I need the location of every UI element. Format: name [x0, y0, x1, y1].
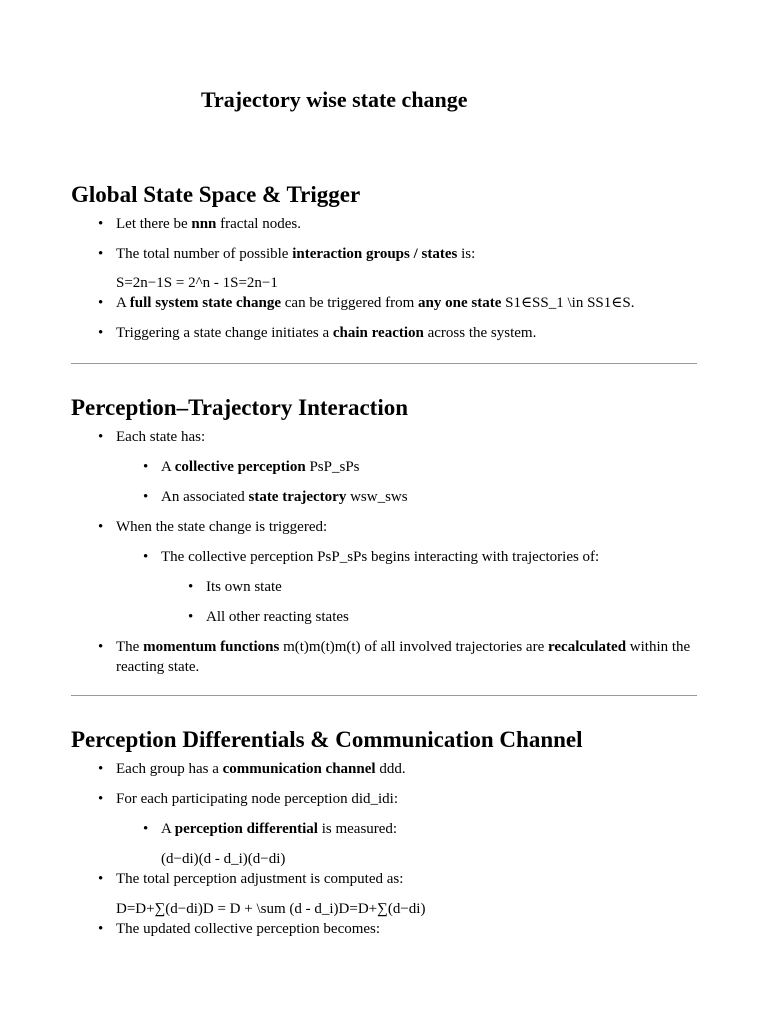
sub-bullet-list: [116, 547, 697, 627]
list-item: • An associated state trajectory wsw_sws: [161, 487, 697, 507]
bullet-list: [71, 427, 697, 677]
list-item: • For each participating node perception did_idi: • A perception differential is measured: (d−di)(d - d_i)(d−di): [116, 789, 697, 869]
section-perception-trajectory: [71, 393, 697, 677]
section-heading: Perception Differentials & Communication Channel: [71, 727, 583, 752]
sub-bullet-list: [116, 819, 697, 869]
document-title: Trajectory wise state change: [201, 87, 468, 112]
list-item: • All other reacting states: [206, 607, 697, 627]
list-item: • The momentum functions m(t)m(t)m(t) of all involved trajectories are recalculated within the reacting state.: [116, 637, 697, 677]
list-item: • The total perception adjustment is computed as: D=D+∑(d−di)D = D + \sum (d - d_i)D=D+∑(d−di): [116, 869, 697, 919]
list-item: • Each state has: • A collective perception PsP_sPs • An associated state trajectory wsw_sws: [116, 427, 697, 507]
formula: S=2n−1S = 2^n - 1S=2n−1: [116, 275, 278, 291]
divider: [71, 363, 697, 364]
sub-bullet-list: [116, 457, 697, 507]
list-item: • Its own state: [206, 577, 697, 597]
formula: (d−di)(d - d_i)(d−di): [161, 851, 286, 867]
formula: D=D+∑(d−di)D = D + \sum (d - d_i)D=D+∑(d−di): [116, 901, 426, 917]
section-global-state-space: [71, 180, 697, 343]
list-item: • When the state change is triggered: • The collective perception PsP_sPs begins interacting with trajectories of: • Its own state • All other reacting states: [116, 517, 697, 627]
section-perception-differentials: [71, 725, 697, 939]
list-item: • Let there be nnn fractal nodes.: [116, 214, 697, 234]
list-item: • A full system state change can be triggered from any one state S1∈SS_1 \in SS1∈S.: [116, 293, 697, 313]
sub-sub-bullet-list: [161, 577, 697, 627]
section-heading: Perception–Trajectory Interaction: [71, 395, 409, 420]
list-item: • A collective perception PsP_sPs: [161, 457, 697, 477]
list-item: • Each group has a communication channel ddd.: [116, 759, 697, 779]
list-item: • The collective perception PsP_sPs begins interacting with trajectories of: • Its own state • All other reacting states: [161, 547, 697, 627]
list-item: • A perception differential is measured: (d−di)(d - d_i)(d−di): [161, 819, 697, 869]
list-item: • The total number of possible interaction groups / states is: S=2n−1S = 2^n - 1S=2n−1: [116, 244, 697, 293]
list-item: • The updated collective perception becomes:: [116, 919, 697, 939]
bullet-list: [71, 214, 697, 343]
section-heading: Global State Space & Trigger: [71, 182, 361, 207]
bullet-list: [71, 759, 697, 939]
divider: [71, 695, 697, 696]
list-item: • Triggering a state change initiates a chain reaction across the system.: [116, 323, 697, 343]
